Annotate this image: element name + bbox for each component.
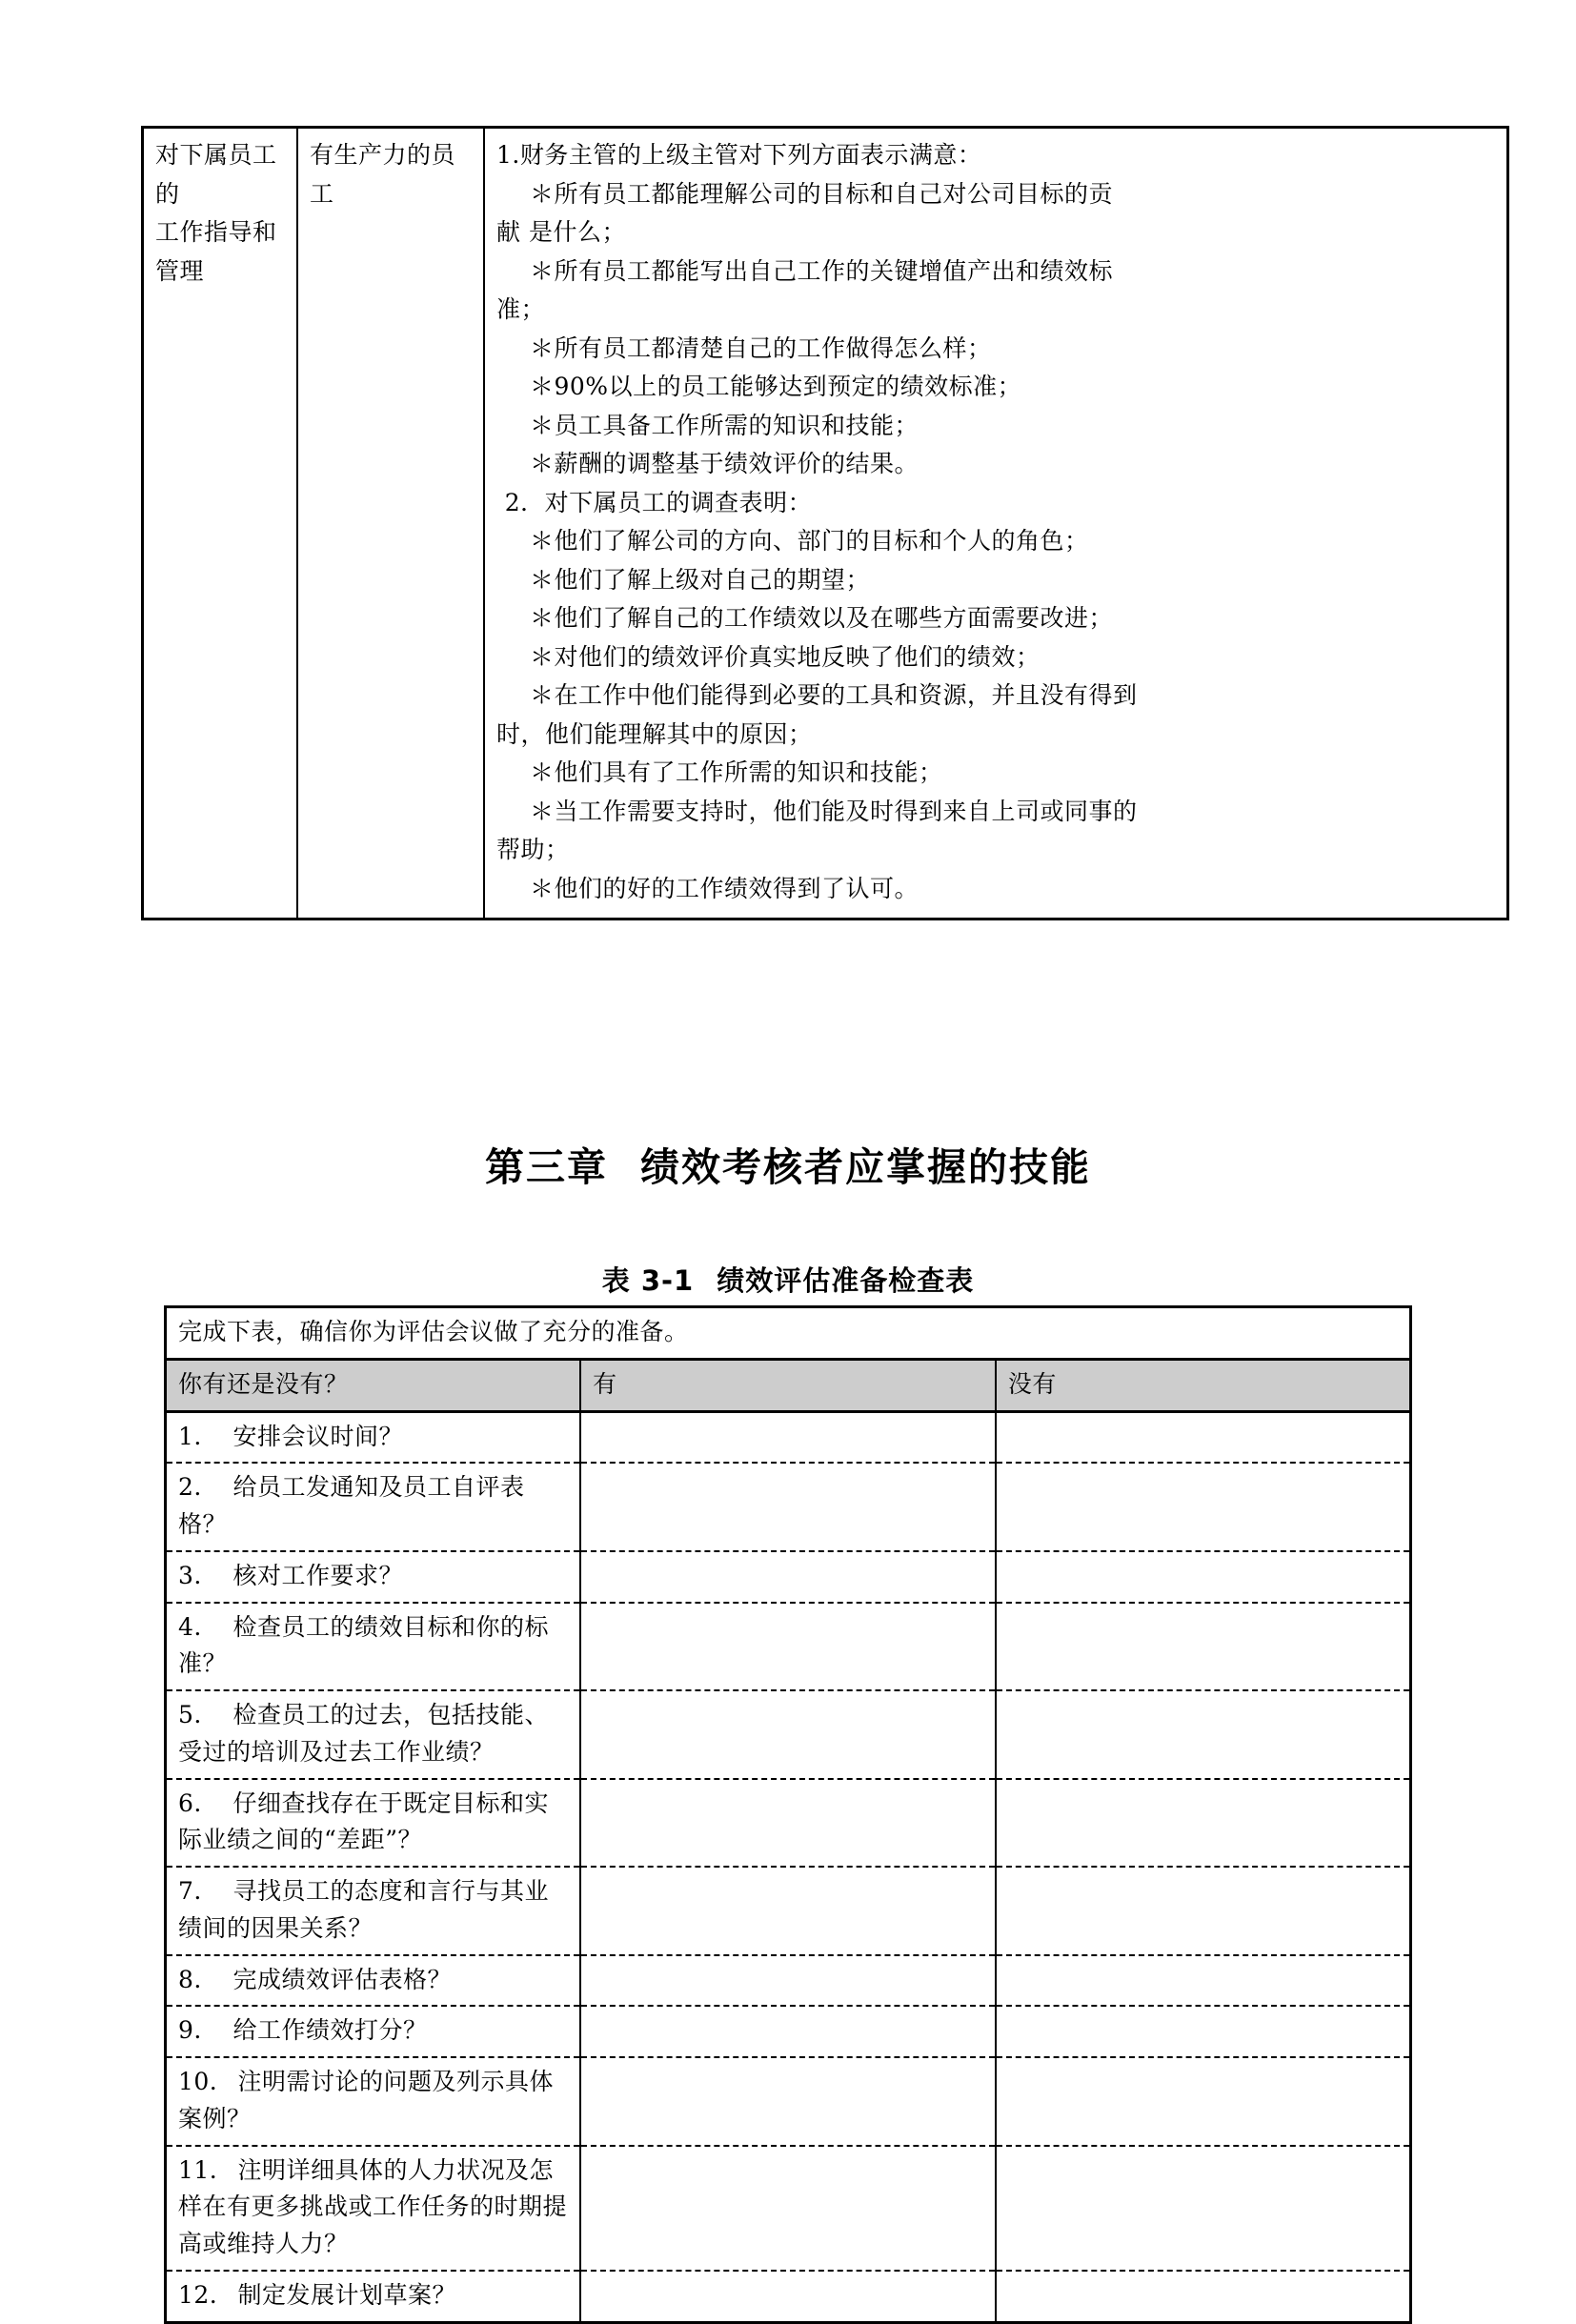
competency-name-line-3: 工作指导和 [155,218,277,246]
criteria-section-1-title: 1.财务主管的上级主管对下列方面表示满意： [496,141,982,169]
checklist-row [166,1551,1411,1603]
checklist-item-number: 11. [178,2155,218,2184]
checklist-row [166,1867,1411,1955]
checklist-no-box[interactable] [996,1603,1411,1691]
competency-table [141,126,1509,920]
competency-name-line-1: 对下属员工 [155,141,277,169]
checklist-item-text: 检查员工的过去，包括技能、受过的培训及过去工作业绩？ [178,1701,550,1766]
checklist-header-question: 你有还是没有？ [166,1359,581,1411]
competency-name-cell [143,128,298,919]
checklist-item-text: 给工作绩效打分？ [232,2016,428,2045]
checklist-item-number: 12. [178,2280,218,2309]
checklist-header-row [166,1359,1411,1411]
criteria-item-continuation: 准； [496,295,546,323]
checklist-yes-box[interactable] [580,2057,996,2146]
chapter-number: 第三章 [485,1144,608,1190]
checklist-row [166,1463,1411,1551]
checklist-item-cell [166,1779,581,1868]
criteria-item: ＊在工作中他们能得到必要的工具和资源，并且没有得到 [530,681,1138,709]
criteria-section-2-title: 2．对下属员工的调查表明： [504,488,813,516]
checklist-row [166,1411,1411,1463]
criteria-item: ＊薪酬的调整基于绩效评价的结果。 [530,450,919,477]
checklist-no-box[interactable] [996,1867,1411,1955]
table-caption-title: 绩效评估准备检查表 [717,1264,975,1297]
checklist-item-cell [166,2271,581,2322]
table-caption-label: 表 3-1 [601,1264,695,1297]
checklist-table [164,1305,1412,2324]
criteria-item: ＊所有员工都清楚自己的工作做得怎么样； [530,333,992,362]
checklist-item-text: 安排会议时间？ [232,1422,404,1450]
checklist-yes-box[interactable] [580,1779,996,1868]
checklist-item-cell [166,1955,581,2007]
competency-table-container [141,126,1437,920]
chapter-heading [0,1136,1576,1192]
table-caption [0,1260,1576,1299]
checklist-item-number: 7. [178,1877,202,1905]
checklist-item-cell [166,1551,581,1603]
checklist-yes-box[interactable] [580,1551,996,1603]
checklist-item-cell [166,2146,581,2271]
checklist-row [166,1690,1411,1779]
checklist-yes-box[interactable] [580,1463,996,1551]
checklist-item-text: 制定发展计划草案？ [237,2280,457,2309]
checklist-table-container [164,1305,1412,2324]
competency-name-line-4: 管理 [155,256,205,285]
competency-criteria-cell [484,128,1508,919]
checklist-row [166,1603,1411,1691]
checklist-row [166,2006,1411,2057]
checklist-no-box[interactable] [996,2057,1411,2146]
criteria-item: ＊员工具备工作所需的知识和技能； [530,411,919,439]
criteria-item: ＊所有员工都能理解公司的目标和自己对公司目标的贡 [530,179,1114,208]
criteria-item: ＊他们了解自己的工作绩效以及在哪些方面需要改进； [530,604,1114,632]
checklist-item-number: 3. [178,1561,202,1589]
checklist-item-text: 仔细查找存在于既定目标和实际业绩之间的“差距”？ [178,1788,550,1854]
checklist-item-number: 1. [178,1422,202,1450]
chapter-title: 绩效考核者应掌握的技能 [640,1144,1091,1190]
checklist-item-text: 检查员工的绩效目标和你的标准？ [178,1612,550,1678]
competency-name-line-2: 的 [155,179,180,208]
checklist-item-text: 寻找员工的态度和言行与其业绩间的因果关系？ [178,1877,550,1942]
criteria-item: ＊他们了解上级对自己的期望； [530,565,871,594]
criteria-item: ＊90%以上的员工能够达到预定的绩效标准； [530,373,1022,400]
checklist-row [166,2057,1411,2146]
checklist-yes-box[interactable] [580,2271,996,2322]
checklist-header-yes: 有 [580,1359,996,1411]
competency-outcome-cell [297,128,484,919]
checklist-intro-row [166,1307,1411,1360]
criteria-item-continuation: 帮助； [496,836,570,863]
checklist-yes-box[interactable] [580,1690,996,1779]
criteria-item-continuation: 献 是什么； [496,218,626,246]
checklist-item-cell [166,1867,581,1955]
checklist-yes-box[interactable] [580,1603,996,1691]
criteria-item: ＊他们的好的工作绩效得到了认可。 [530,874,919,902]
checklist-no-box[interactable] [996,1551,1411,1603]
checklist-item-text: 给员工发通知及员工自评表格？ [178,1473,525,1538]
checklist-no-box[interactable] [996,1463,1411,1551]
competency-outcome-text: 有生产力的员工 [310,141,456,208]
checklist-item-number: 10. [178,2068,218,2095]
table-row [143,128,1508,919]
checklist-yes-box[interactable] [580,2006,996,2057]
checklist-item-cell [166,1411,581,1463]
checklist-no-box[interactable] [996,1690,1411,1779]
checklist-yes-box[interactable] [580,1411,996,1463]
checklist-item-number: 9. [178,2016,202,2045]
criteria-item: ＊对他们的绩效评价真实地反映了他们的绩效； [530,642,1041,671]
checklist-item-text: 注明需讨论的问题及列示具体案例？ [178,2068,555,2132]
criteria-item: ＊他们了解公司的方向、部门的目标和个人的角色； [530,527,1089,555]
checklist-no-box[interactable] [996,2146,1411,2271]
checklist-item-text: 注明详细具体的人力状况及怎样在有更多挑战或工作任务的时期提高或维持人力？ [178,2155,568,2257]
checklist-item-text: 核对工作要求？ [232,1561,404,1589]
checklist-yes-box[interactable] [580,1867,996,1955]
checklist-item-number: 2. [178,1473,202,1502]
criteria-item: ＊当工作需要支持时，他们能及时得到来自上司或同事的 [530,797,1138,825]
checklist-row [166,2271,1411,2322]
checklist-item-cell [166,2006,581,2057]
checklist-no-box[interactable] [996,1411,1411,1463]
checklist-row [166,2146,1411,2271]
checklist-item-cell [166,1690,581,1779]
checklist-intro-text: 完成下表，确信你为评估会议做了充分的准备。 [166,1307,1411,1360]
checklist-no-box[interactable] [996,2006,1411,2057]
checklist-no-box[interactable] [996,2271,1411,2322]
checklist-item-number: 5. [178,1701,202,1728]
checklist-item-text: 完成绩效评估表格？ [232,1965,453,1993]
criteria-item-continuation: 时，他们能理解其中的原因； [496,719,813,748]
checklist-yes-box[interactable] [580,2146,996,2271]
checklist-row [166,1779,1411,1868]
checklist-row [166,1955,1411,2007]
checklist-item-number: 8. [178,1965,202,1993]
checklist-item-cell [166,2057,581,2146]
checklist-item-cell [166,1603,581,1691]
checklist-item-number: 6. [178,1788,202,1817]
criteria-item: ＊他们具有了工作所需的知识和技能； [530,758,943,786]
checklist-yes-box[interactable] [580,1955,996,2007]
checklist-item-number: 4. [178,1612,202,1641]
checklist-item-cell [166,1463,581,1551]
criteria-item: ＊所有员工都能写出自己工作的关键增值产出和绩效标 [530,256,1114,285]
checklist-no-box[interactable] [996,1779,1411,1868]
checklist-no-box[interactable] [996,1955,1411,2007]
checklist-header-no: 没有 [996,1359,1411,1411]
